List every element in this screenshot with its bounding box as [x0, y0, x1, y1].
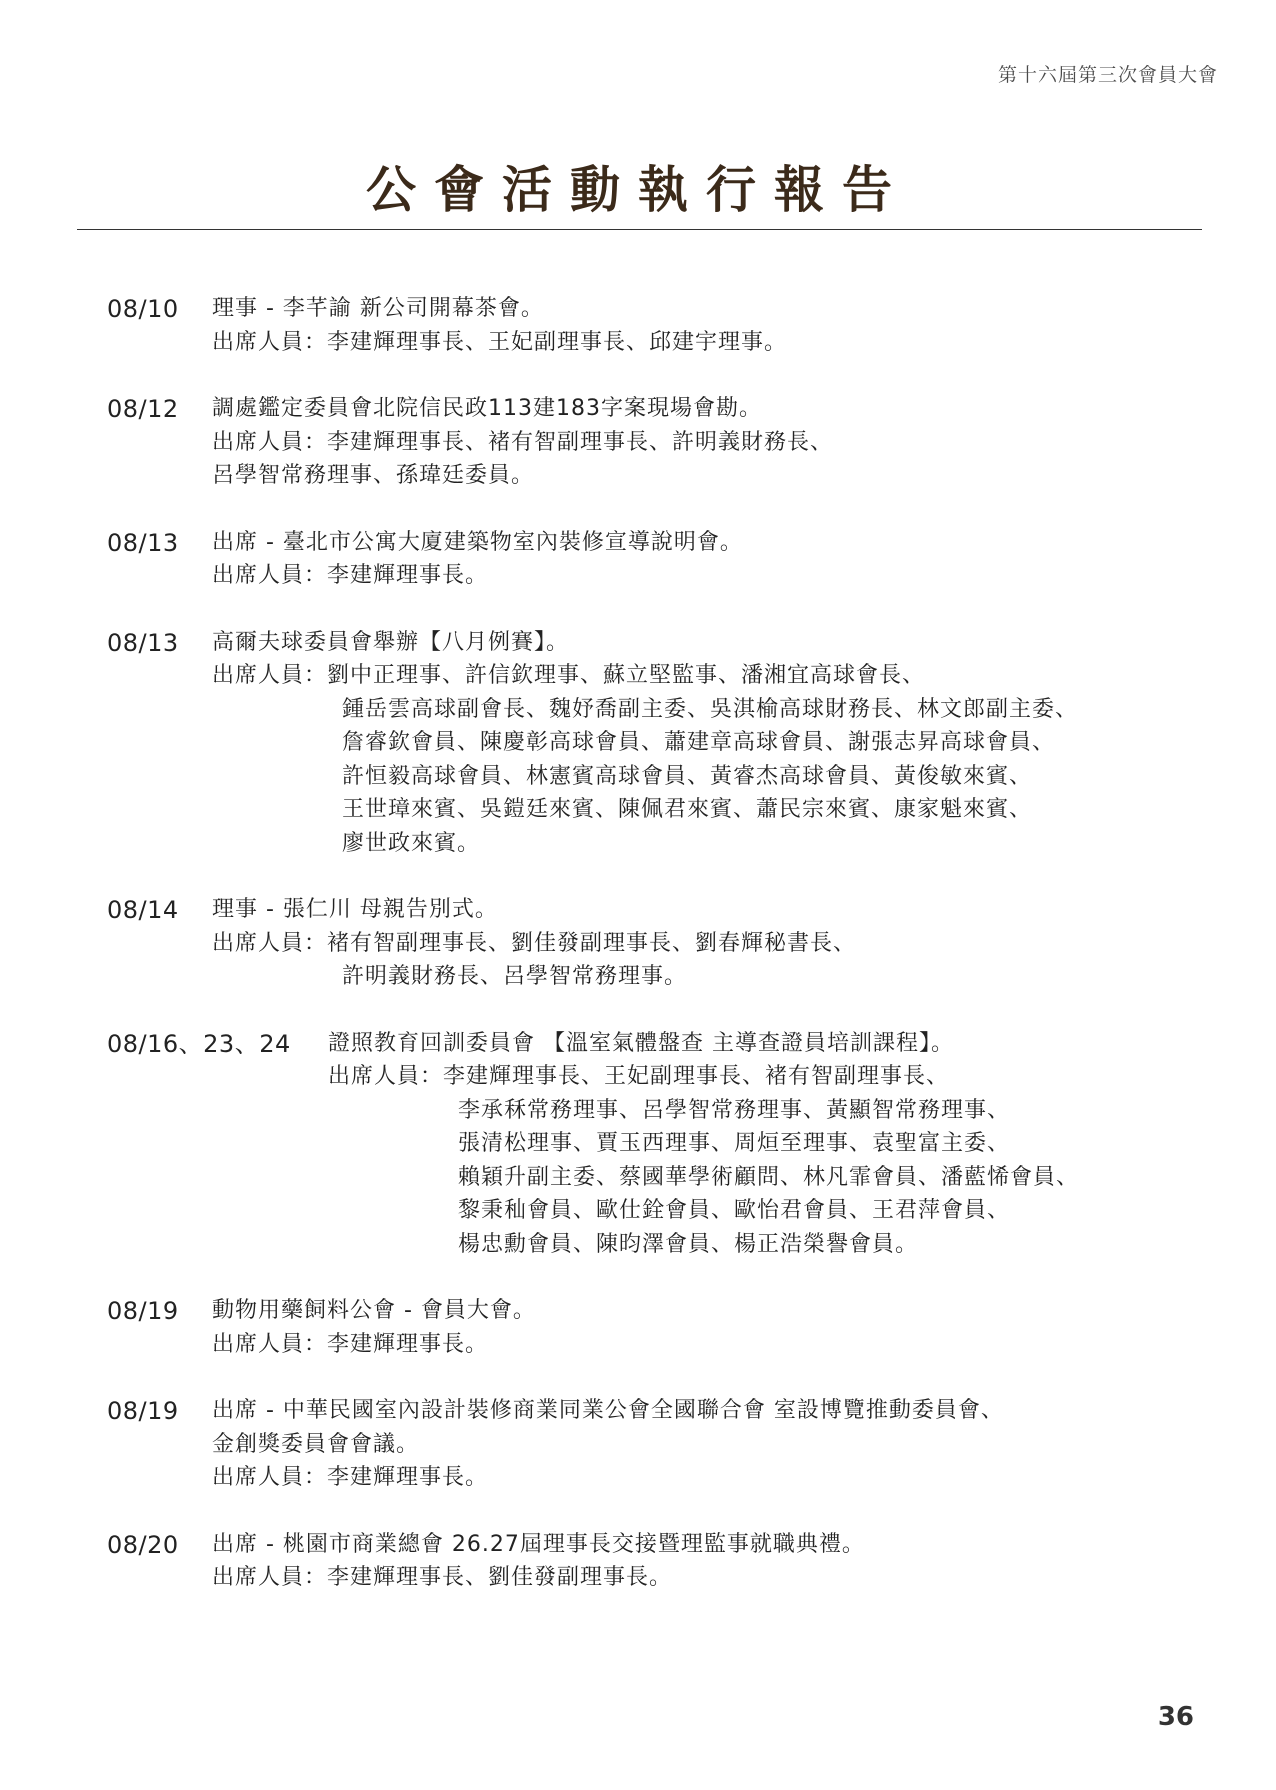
attendees-line: 出席人員：褚有智副理事長、劉佳發副理事長、劉春輝秘書長、 [212, 930, 857, 956]
attendees-line: 出席人員：李建輝理事長、劉佳發副理事長。 [212, 1565, 673, 1590]
title-divider [77, 229, 1202, 230]
attendees-line: 呂學智常務理事、孫瑋廷委員。 [212, 463, 535, 488]
attendees-line: 張清松理事、賈玉西理事、周烜至理事、袁聖富主委、 [458, 1131, 1011, 1156]
activity-date: 08/16、23、24 [107, 1029, 291, 1058]
activity-date: 08/10 [107, 295, 179, 323]
attendees-line: 出席人員：李建輝理事長、王妃副理事長、邱建宇理事。 [212, 329, 788, 355]
attendees-line: 詹睿欽會員、陳慶彰高球會員、蕭建章高球會員、謝張志昇高球會員、 [342, 730, 1056, 755]
activity-entry [0, 1528, 1276, 1595]
attendees-line: 廖世政來賓。 [342, 830, 481, 856]
attendees-line: 出席人員：劉中正理事、許信欽理事、蘇立堅監事、潘湘宜高球會長、 [212, 663, 926, 688]
attendees-line: 出席人員：李建輝理事長。 [212, 1331, 489, 1357]
attendees-line: 黎秉秈會員、歐仕銓會員、歐怡君會員、王君萍會員、 [458, 1198, 1011, 1223]
activity-date: 08/13 [107, 628, 179, 657]
attendees-line: 李承秝常務理事、呂學智常務理事、黃顯智常務理事、 [458, 1097, 1011, 1123]
attendees-line: 鍾岳雲高球副會長、魏妤喬副主委、吳淇榆高球財務長、林文郎副主委、 [342, 696, 1079, 722]
activity-entry [0, 292, 1276, 359]
attendees-line: 賴穎升副主委、蔡國華學術顧問、林凡霏會員、潘藍悕會員、 [458, 1164, 1080, 1190]
activity-entry [0, 1294, 1276, 1361]
attendees-line: 出席人員：李建輝理事長。 [212, 563, 489, 588]
activity-entry [0, 626, 1276, 861]
attendees-line: 許明義財務長、呂學智常務理事。 [342, 964, 688, 989]
attendees-line: 出席人員：李建輝理事長。 [212, 1465, 489, 1490]
activity-date: 08/19 [107, 1397, 179, 1425]
attendees-line: 楊忠勳會員、陳昀澤會員、楊正浩榮譽會員。 [458, 1231, 919, 1257]
meeting-title: 第十六屆第三次會員大會 [997, 64, 1218, 86]
activity-description: 動物用藥飼料公會 - 會員大會。 [212, 1298, 536, 1323]
activity-description: 出席 - 桃園市商業總會 26.27屆理事長交接暨理監事就職典禮。 [212, 1531, 865, 1557]
activity-date: 08/13 [107, 528, 179, 557]
activity-description: 調處鑑定委員會北院信民政113建183字案現場會勘。 [212, 396, 762, 421]
activity-description: 理事 - 張仁川 母親告別式。 [212, 897, 498, 922]
attendees-line: 許恒毅高球會員、林憲賓高球會員、黃睿杰高球會員、黃俊敏來賓、 [342, 763, 1033, 789]
attendees-line: 出席人員：李建輝理事長、王妃副理事長、褚有智副理事長、 [328, 1064, 950, 1089]
activity-entry [0, 392, 1276, 493]
activity-description: 出席 - 臺北市公寓大廈建築物室內裝修宣導說明會。 [212, 529, 743, 555]
activity-entry [0, 1394, 1276, 1495]
activity-description: 證照教育回訓委員會 【溫室氣體盤查 主導查證員培訓課程】。 [328, 1030, 954, 1056]
attendees-line: 出席人員：李建輝理事長、褚有智副理事長、許明義財務長、 [212, 429, 834, 455]
activity-date: 08/20 [107, 1530, 179, 1559]
activity-date: 08/12 [107, 395, 179, 423]
page-number: 36 [1157, 1702, 1194, 1732]
activity-description: 高爾夫球委員會舉辦【八月例賽】。 [212, 629, 570, 655]
attendees-line: 金創獎委員會會議。 [212, 1431, 420, 1457]
activity-entry [0, 1027, 1276, 1262]
activity-description: 理事 - 李芊諭 新公司開幕茶會。 [212, 296, 544, 321]
activity-list [0, 292, 1276, 1628]
activity-entry [0, 526, 1276, 593]
activity-date: 08/19 [107, 1297, 179, 1325]
activity-entry [0, 893, 1276, 994]
activity-date: 08/14 [107, 896, 179, 924]
activity-description: 出席 - 中華民國室內設計裝修商業同業公會全國聯合會 室設博覽推動委員會、 [212, 1398, 1004, 1423]
page-title: 公會活動執行報告 [366, 160, 910, 219]
attendees-line: 王世璋來賓、吳鎧廷來賓、陳佩君來賓、蕭民宗來賓、康家魁來賓、 [342, 797, 1033, 822]
